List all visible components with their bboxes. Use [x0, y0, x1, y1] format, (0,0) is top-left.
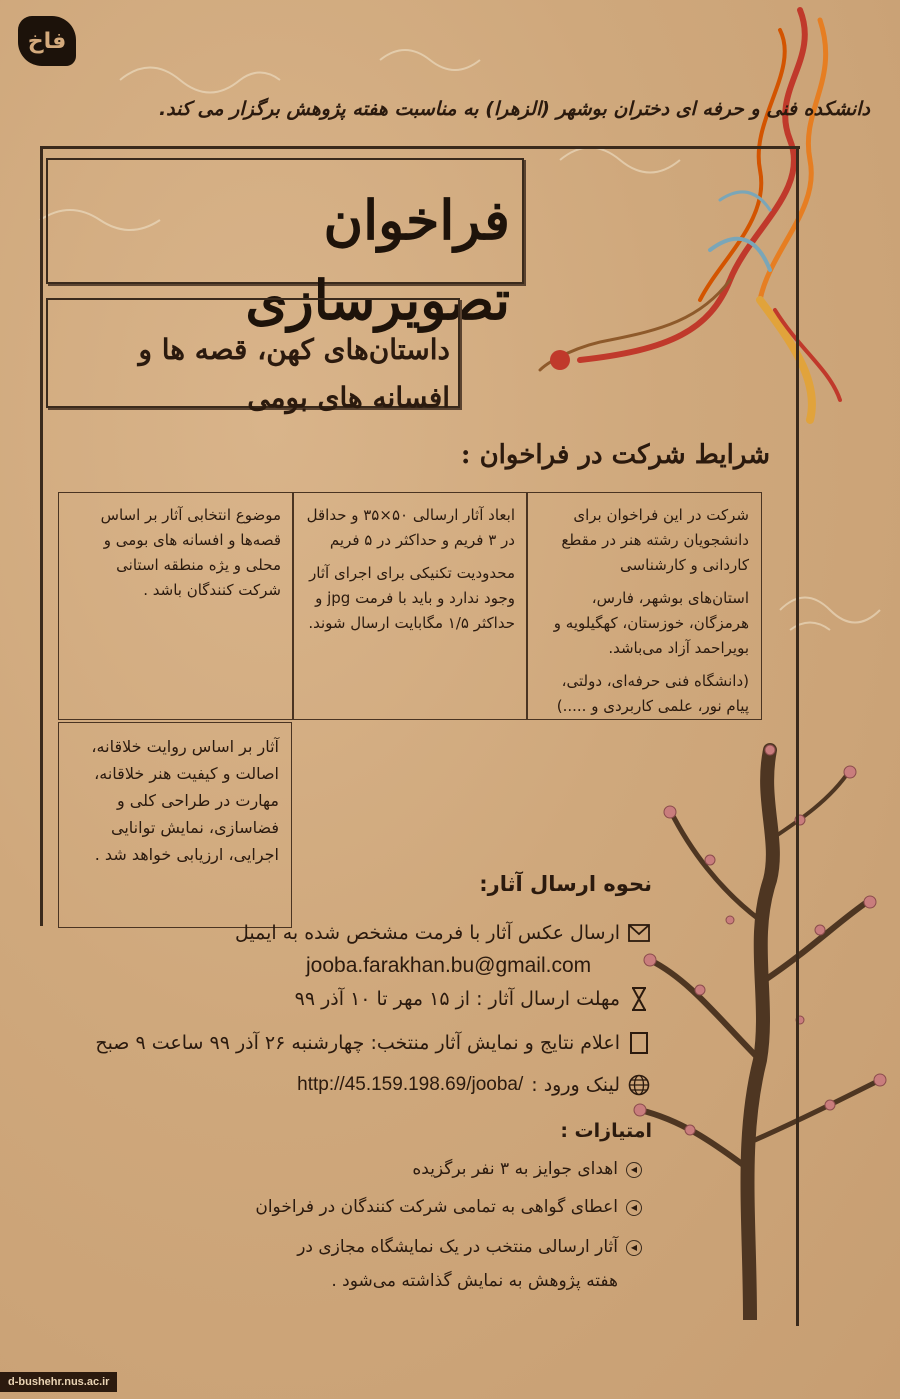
- footer-site-label[interactable]: d-bushehr.nus.ac.ir: [0, 1372, 117, 1392]
- results-text: اعلام نتایج و نمایش آثار منتخب: چهارشنبه ۲۶ آذر ۹۹ ساعت ۹ صبح: [95, 1032, 620, 1054]
- globe-icon: [628, 1074, 650, 1096]
- poster-title: فراخوان تصویرسازی: [245, 188, 510, 332]
- results-row: [95, 1032, 650, 1054]
- organizer-line: دانشکده فنی و حرفه ای دختران بوشهر (الزهرا) به مناسبت هفته پژوهش برگزار می کند.: [158, 98, 870, 120]
- poster-subtitle: داستان‌های کهن، قصه ها و افسانه های بومی: [138, 333, 450, 414]
- privilege-text-3: آثار ارسالی منتخب در یک نمایشگاه مجازی در هفته پژوهش به نمایش گذاشته می‌شود .: [297, 1237, 618, 1291]
- eligibility-text-3: (دانشگاه فنی حرفه‌ای، دولتی، پیام نور، علمی کاربردی و .....): [556, 672, 749, 715]
- logo: فاخ: [18, 16, 76, 66]
- phoenix-illustration: [520, 0, 860, 440]
- email-address-link[interactable]: jooba.farakhan.bu@gmail.com: [306, 954, 592, 977]
- privilege-item-3: [262, 1230, 642, 1298]
- submission-heading: نحوه ارسال آثار:: [479, 872, 652, 896]
- topic-text: موضوع انتخابی آثار بر اساس قصه‌ها و افسانه های بومی و محلی و یژه منطقه استانی شرکت کنندگان باشد .: [100, 506, 281, 599]
- format-text-2: محدودیت تکنیکی برای اجرای آثار وجود ندارد و باید با فرمت jpg و حداکثر ۱/۵ مگابایت ارسال شوند.: [308, 564, 515, 632]
- play-bullet-icon: ◀: [626, 1162, 642, 1178]
- judging-text: آثار بر اساس روایت خلاقانه، اصالت و کیفیت هنر خلاقانه، مهارت در طراحی کلی و فضاسازی، نمایش توانایی اجرایی، ارزیابی خواهد شد .: [91, 737, 279, 864]
- play-bullet-icon: ◀: [626, 1240, 642, 1256]
- privilege-text-1: اهدای جوایز به ۳ نفر برگزیده: [412, 1159, 618, 1179]
- topic-cell: [58, 492, 294, 720]
- privilege-item-1: [412, 1152, 642, 1186]
- email-line-text: ارسال عکس آثار با فرمت مشخص شده به ایمیل: [234, 922, 620, 944]
- privilege-text-2: اعطای گواهی به تمامی شرکت کنندگان در فراخوان: [255, 1197, 618, 1217]
- envelope-icon: [628, 922, 650, 944]
- website-link[interactable]: http://45.159.198.69/jooba/: [297, 1074, 524, 1095]
- conditions-heading: شرایط شرکت در فراخوان :: [460, 440, 770, 470]
- play-bullet-icon: ◀: [626, 1200, 642, 1216]
- eligibility-cell: [526, 492, 762, 720]
- eligibility-text-1: شرکت در این فراخوان برای دانشجویان رشته هنر در مقطع کاردانی و کارشناسی: [561, 506, 749, 574]
- frame-left-line: [40, 146, 43, 926]
- hourglass-icon: [628, 988, 650, 1010]
- frame-right-line: [796, 146, 799, 1326]
- email-row: [235, 922, 650, 944]
- format-text-1: ابعاد آثار ارسالی ۵۰×۳۵ و حداقل در ۳ فریم و حداکثر در ۵ فریم: [306, 506, 515, 549]
- frame-top-line: [40, 146, 800, 149]
- deadline-text: مهلت ارسال آثار : از ۱۵ مهر تا ۱۰ آذر ۹۹: [294, 988, 620, 1010]
- privilege-item-2: [255, 1190, 642, 1224]
- privileges-heading: امتیازات :: [560, 1120, 652, 1142]
- link-row: [297, 1074, 650, 1096]
- judging-cell: [58, 722, 292, 928]
- format-cell: [292, 492, 528, 720]
- eligibility-text-2: استان‌های بوشهر، فارس، هرمزگان، خوزستان، کهگیلویه و بویراحمد آزاد می‌باشد.: [553, 589, 749, 657]
- link-label: لینک ورود :: [531, 1074, 620, 1096]
- display-board-icon: [628, 1032, 650, 1054]
- deadline-row: [295, 988, 650, 1010]
- blossom-tree-illustration: [600, 720, 900, 1320]
